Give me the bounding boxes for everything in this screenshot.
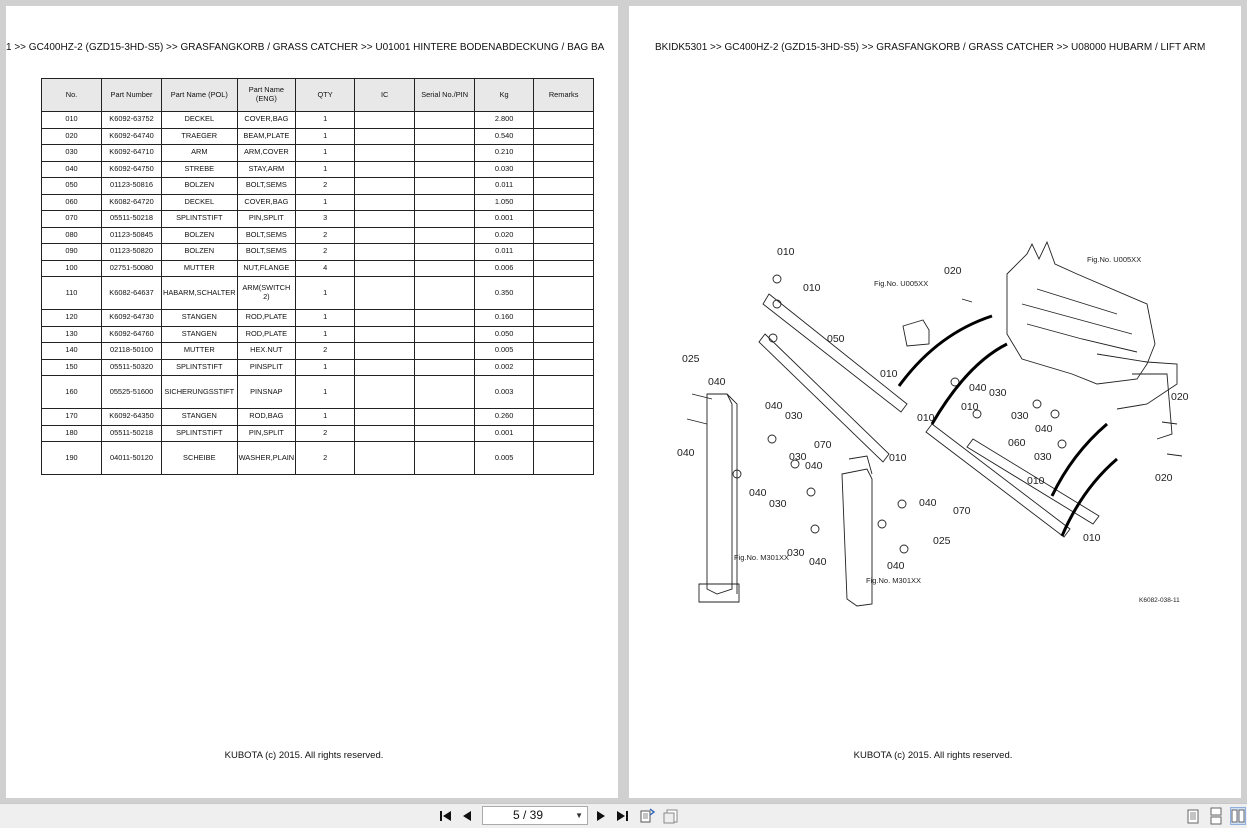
- table-cell-ic: [355, 359, 415, 376]
- table-cell-remarks: [534, 277, 594, 310]
- table-row: [42, 326, 594, 343]
- table-row: [42, 244, 594, 261]
- table-cell-remarks: [534, 326, 594, 343]
- table-cell-serial: [415, 244, 475, 261]
- figure-reference: Fig.No. U005XX: [1087, 255, 1142, 264]
- table-cell-remarks: [534, 145, 594, 162]
- table-cell-name-pol: MUTTER: [162, 260, 238, 277]
- diagram-callout: 020: [1171, 391, 1189, 403]
- table-cell-remarks: [534, 194, 594, 211]
- table-cell-name-eng: COVER,BAG: [237, 194, 296, 211]
- table-row: [42, 409, 594, 426]
- table-cell-qty: 2: [296, 425, 355, 442]
- diagram-callout: 025: [682, 353, 700, 365]
- table-cell-name-pol: STANGEN: [162, 310, 238, 327]
- table-cell-no: 070: [42, 211, 102, 228]
- diagram-callout: 040: [969, 382, 987, 394]
- table-cell-ic: [355, 211, 415, 228]
- parts-table: [41, 78, 594, 475]
- diagram-callout: 040: [805, 460, 823, 472]
- chevron-down-icon: ▼: [575, 811, 583, 820]
- table-cell-remarks: [534, 211, 594, 228]
- table-row: [42, 425, 594, 442]
- first-page-icon[interactable]: [438, 807, 454, 825]
- diagram-callout: 050: [827, 333, 845, 345]
- table-cell-qty: 2: [296, 244, 355, 261]
- table-row: [42, 310, 594, 327]
- table-cell-qty: 1: [296, 376, 355, 409]
- table-cell-serial: [415, 343, 475, 360]
- column-header: Part Name (ENG): [237, 79, 296, 112]
- diagram-callout: 010: [803, 282, 821, 294]
- table-cell-kg: 0.350: [475, 277, 534, 310]
- table-cell-part-number: K6092-64750: [102, 161, 162, 178]
- table-cell-serial: [415, 128, 475, 145]
- table-cell-part-number: 05525-51600: [102, 376, 162, 409]
- table-row: [42, 211, 594, 228]
- table-row: [42, 343, 594, 360]
- table-cell-name-eng: NUT,FLANGE: [237, 260, 296, 277]
- table-cell-no: 120: [42, 310, 102, 327]
- table-cell-qty: 2: [296, 343, 355, 360]
- table-cell-serial: [415, 326, 475, 343]
- diagram-callout: 040: [887, 560, 905, 572]
- table-cell-remarks: [534, 161, 594, 178]
- table-cell-qty: 3: [296, 211, 355, 228]
- diagram-callout: 070: [953, 505, 971, 517]
- diagram-callout: 040: [708, 376, 726, 388]
- table-cell-ic: [355, 145, 415, 162]
- table-cell-no: 100: [42, 260, 102, 277]
- diagram-callout: 010: [961, 401, 979, 413]
- table-cell-no: 010: [42, 112, 102, 129]
- table-cell-kg: 0.540: [475, 128, 534, 145]
- table-cell-part-number: K6092-64740: [102, 128, 162, 145]
- continuous-view-icon[interactable]: [1209, 807, 1223, 825]
- table-cell-part-number: 05511-50320: [102, 359, 162, 376]
- table-cell-name-pol: SICHERUNGSSTIFT: [162, 376, 238, 409]
- table-cell-no: 130: [42, 326, 102, 343]
- table-cell-no: 030: [42, 145, 102, 162]
- table-cell-name-eng: WASHER,PLAIN: [237, 442, 296, 475]
- table-cell-kg: 0.030: [475, 161, 534, 178]
- table-cell-no: 080: [42, 227, 102, 244]
- diagram-callout: 030: [989, 387, 1007, 399]
- column-header: Remarks: [534, 79, 594, 112]
- table-cell-serial: [415, 227, 475, 244]
- table-cell-remarks: [534, 343, 594, 360]
- table-header-row: [42, 79, 594, 112]
- table-cell-serial: [415, 211, 475, 228]
- table-cell-ic: [355, 161, 415, 178]
- table-cell-qty: 1: [296, 145, 355, 162]
- table-cell-name-eng: STAY,ARM: [237, 161, 296, 178]
- table-cell-remarks: [534, 409, 594, 426]
- table-cell-qty: 2: [296, 442, 355, 475]
- figure-reference: Fig.No. M301XX: [866, 576, 922, 585]
- diagram-callout: 010: [880, 368, 898, 380]
- diagram-callout: 010: [1027, 475, 1045, 487]
- table-cell-qty: 1: [296, 112, 355, 129]
- table-cell-part-number: 02751-50080: [102, 260, 162, 277]
- table-cell-part-number: 01123-50816: [102, 178, 162, 195]
- breadcrumb: BKIDK5301 >> GC400HZ-2 (GZD15-3HD-S5) >> GRASFANGKORB / GRASS CATCHER >> U08000 HUBARM / LIFT ARM: [655, 42, 1206, 53]
- table-cell-qty: 1: [296, 326, 355, 343]
- table-cell-part-number: 02118-50100: [102, 343, 162, 360]
- table-cell-part-number: K6092-63752: [102, 112, 162, 129]
- table-cell-kg: 0.260: [475, 409, 534, 426]
- table-cell-no: 160: [42, 376, 102, 409]
- table-cell-ic: [355, 326, 415, 343]
- table-cell-name-eng: ROD,BAG: [237, 409, 296, 426]
- table-cell-no: 170: [42, 409, 102, 426]
- table-cell-no: 110: [42, 277, 102, 310]
- table-row: [42, 376, 594, 409]
- table-cell-remarks: [534, 128, 594, 145]
- table-cell-kg: 0.011: [475, 244, 534, 261]
- diagram-callout: 010: [1083, 532, 1101, 544]
- table-row: [42, 161, 594, 178]
- column-header: Part Number: [102, 79, 162, 112]
- table-cell-no: 180: [42, 425, 102, 442]
- table-cell-remarks: [534, 359, 594, 376]
- table-cell-remarks: [534, 112, 594, 129]
- table-cell-name-pol: DECKEL: [162, 194, 238, 211]
- table-cell-name-pol: BOLZEN: [162, 227, 238, 244]
- table-cell-qty: 1: [296, 310, 355, 327]
- table-cell-part-number: K6082-64720: [102, 194, 162, 211]
- table-cell-serial: [415, 161, 475, 178]
- table-cell-name-pol: SPLINTSTIFT: [162, 359, 238, 376]
- page-indicator: 5 / 39: [512, 808, 544, 822]
- table-cell-kg: 0.210: [475, 145, 534, 162]
- table-cell-qty: 2: [296, 178, 355, 195]
- lift-arm-exploded-diagram: [677, 234, 1197, 614]
- diagram-callout: 020: [1155, 472, 1173, 484]
- table-cell-part-number: 05511-50218: [102, 211, 162, 228]
- table-cell-kg: 0.005: [475, 442, 534, 475]
- table-cell-name-eng: BEAM,PLATE: [237, 128, 296, 145]
- table-cell-ic: [355, 178, 415, 195]
- table-cell-name-eng: PIN,SPLIT: [237, 211, 296, 228]
- table-cell-ic: [355, 343, 415, 360]
- table-cell-ic: [355, 376, 415, 409]
- column-header: IC: [355, 79, 415, 112]
- table-cell-ic: [355, 277, 415, 310]
- table-cell-serial: [415, 178, 475, 195]
- table-cell-kg: 2.800: [475, 112, 534, 129]
- diagram-callout: 040: [749, 487, 767, 499]
- table-cell-remarks: [534, 310, 594, 327]
- table-cell-kg: 0.001: [475, 425, 534, 442]
- diagram-callout: 040: [809, 556, 827, 568]
- table-cell-kg: 1.050: [475, 194, 534, 211]
- table-cell-part-number: K6082-64637: [102, 277, 162, 310]
- table-cell-name-pol: STREBE: [162, 161, 238, 178]
- table-cell-ic: [355, 194, 415, 211]
- column-header: Serial No./PIN: [415, 79, 475, 112]
- two-page-view-icon[interactable]: [1230, 807, 1246, 825]
- table-cell-qty: 1: [296, 359, 355, 376]
- next-page-icon[interactable]: [594, 807, 608, 825]
- table-cell-name-pol: STANGEN: [162, 326, 238, 343]
- table-cell-ic: [355, 112, 415, 129]
- table-cell-no: 190: [42, 442, 102, 475]
- diagram-callout: 025: [933, 535, 951, 547]
- table-cell-serial: [415, 359, 475, 376]
- table-cell-no: 150: [42, 359, 102, 376]
- table-cell-name-pol: MUTTER: [162, 343, 238, 360]
- column-header: No.: [42, 79, 102, 112]
- table-cell-serial: [415, 145, 475, 162]
- table-row: [42, 145, 594, 162]
- copyright-footer: KUBOTA (c) 2015. All rights reserved.: [224, 750, 384, 761]
- table-cell-part-number: 04011-50120: [102, 442, 162, 475]
- table-cell-qty: 1: [296, 161, 355, 178]
- table-cell-name-eng: ROD,PLATE: [237, 326, 296, 343]
- rotate-pages-icon[interactable]: [638, 807, 656, 825]
- table-cell-no: 050: [42, 178, 102, 195]
- table-cell-kg: 0.020: [475, 227, 534, 244]
- figure-reference: Fig.No. U005XX: [874, 279, 929, 288]
- diagram-callout: 020: [944, 265, 962, 277]
- table-cell-ic: [355, 409, 415, 426]
- figure-reference: Fig.No. M301XX: [734, 553, 790, 562]
- table-cell-name-eng: PINSPLIT: [237, 359, 296, 376]
- diagram-callout: 030: [769, 498, 787, 510]
- table-cell-name-pol: DECKEL: [162, 112, 238, 129]
- table-cell-name-pol: SCHEIBE: [162, 442, 238, 475]
- column-header: Kg: [475, 79, 534, 112]
- table-cell-name-pol: TRAEGER: [162, 128, 238, 145]
- table-cell-serial: [415, 376, 475, 409]
- table-cell-remarks: [534, 376, 594, 409]
- table-cell-name-pol: BOLZEN: [162, 244, 238, 261]
- table-cell-kg: 0.005: [475, 343, 534, 360]
- diagram-callout: 030: [1034, 451, 1052, 463]
- table-cell-ic: [355, 260, 415, 277]
- table-cell-serial: [415, 442, 475, 475]
- diagram-callout: 060: [1008, 437, 1026, 449]
- figure-code: K6082-038-11: [1139, 597, 1180, 604]
- table-cell-serial: [415, 425, 475, 442]
- table-cell-qty: 1: [296, 409, 355, 426]
- table-cell-serial: [415, 310, 475, 327]
- table-cell-qty: 2: [296, 227, 355, 244]
- table-cell-remarks: [534, 442, 594, 475]
- table-cell-no: 140: [42, 343, 102, 360]
- table-cell-name-eng: COVER,BAG: [237, 112, 296, 129]
- table-cell-no: 090: [42, 244, 102, 261]
- table-cell-ic: [355, 310, 415, 327]
- document-page-right: [629, 6, 1241, 798]
- table-cell-name-pol: HABARM,SCHALTER: [162, 277, 238, 310]
- diagram-callout: 040: [677, 447, 695, 459]
- table-cell-name-eng: ROD,PLATE: [237, 310, 296, 327]
- last-page-icon[interactable]: [614, 807, 630, 825]
- table-cell-part-number: K6092-64730: [102, 310, 162, 327]
- diagram-callout: 040: [919, 497, 937, 509]
- previous-page-icon[interactable]: [460, 807, 474, 825]
- table-row: [42, 359, 594, 376]
- table-cell-part-number: K6092-64350: [102, 409, 162, 426]
- table-row: [42, 227, 594, 244]
- table-cell-name-pol: SPLINTSTIFT: [162, 425, 238, 442]
- column-header: Part Name (POL): [162, 79, 238, 112]
- table-cell-name-eng: BOLT,SEMS: [237, 178, 296, 195]
- table-cell-name-pol: STANGEN: [162, 409, 238, 426]
- table-cell-remarks: [534, 227, 594, 244]
- table-cell-serial: [415, 409, 475, 426]
- table-cell-ic: [355, 425, 415, 442]
- table-cell-qty: 1: [296, 194, 355, 211]
- table-cell-kg: 0.011: [475, 178, 534, 195]
- table-cell-part-number: K6092-64760: [102, 326, 162, 343]
- table-cell-serial: [415, 112, 475, 129]
- table-cell-remarks: [534, 178, 594, 195]
- table-cell-name-eng: BOLT,SEMS: [237, 244, 296, 261]
- viewer-toolbar: [0, 803, 1247, 828]
- breadcrumb: 1 >> GC400HZ-2 (GZD15-3HD-S5) >> GRASFANGKORB / GRASS CATCHER >> U01001 HINTERE BODENABDECKUNG / BAG BA: [6, 42, 605, 53]
- table-cell-name-pol: SPLINTSTIFT: [162, 211, 238, 228]
- table-cell-kg: 0.050: [475, 326, 534, 343]
- table-cell-remarks: [534, 244, 594, 261]
- diagram-callout: 030: [1011, 410, 1029, 422]
- table-cell-kg: 0.002: [475, 359, 534, 376]
- column-header: QTY: [296, 79, 355, 112]
- table-cell-qty: 1: [296, 128, 355, 145]
- table-cell-name-eng: PINSNAP: [237, 376, 296, 409]
- table-cell-part-number: 01123-50845: [102, 227, 162, 244]
- table-row: [42, 178, 594, 195]
- diagram-callout: 030: [785, 410, 803, 422]
- table-cell-no: 020: [42, 128, 102, 145]
- table-cell-ic: [355, 244, 415, 261]
- table-cell-qty: 4: [296, 260, 355, 277]
- table-row: [42, 260, 594, 277]
- diagram-callout: 010: [777, 246, 795, 258]
- table-cell-remarks: [534, 260, 594, 277]
- table-cell-no: 060: [42, 194, 102, 211]
- table-cell-ic: [355, 442, 415, 475]
- page-number-select[interactable]: [482, 806, 588, 825]
- page-thumbnail-icon[interactable]: [662, 807, 680, 825]
- table-row: [42, 112, 594, 129]
- table-cell-qty: 1: [296, 277, 355, 310]
- diagram-callout: 010: [889, 452, 907, 464]
- table-cell-name-eng: HEX.NUT: [237, 343, 296, 360]
- document-page-left: [6, 6, 618, 798]
- table-cell-kg: 0.003: [475, 376, 534, 409]
- table-cell-no: 040: [42, 161, 102, 178]
- table-cell-serial: [415, 194, 475, 211]
- table-cell-ic: [355, 227, 415, 244]
- table-cell-serial: [415, 277, 475, 310]
- table-cell-kg: 0.001: [475, 211, 534, 228]
- table-cell-remarks: [534, 425, 594, 442]
- table-row: [42, 277, 594, 310]
- single-page-view-icon[interactable]: [1186, 807, 1200, 825]
- table-row: [42, 128, 594, 145]
- table-cell-name-eng: ARM,COVER: [237, 145, 296, 162]
- diagram-callout: 030: [789, 451, 807, 463]
- table-row: [42, 194, 594, 211]
- table-cell-name-eng: ARM(SWITCH 2): [237, 277, 296, 310]
- diagram-callout: 040: [1035, 423, 1053, 435]
- table-cell-ic: [355, 128, 415, 145]
- table-cell-part-number: 01123-50820: [102, 244, 162, 261]
- diagram-callout: 070: [814, 439, 832, 451]
- table-row: [42, 442, 594, 475]
- table-cell-kg: 0.006: [475, 260, 534, 277]
- table-cell-name-pol: BOLZEN: [162, 178, 238, 195]
- diagram-callout: 040: [765, 400, 783, 412]
- table-cell-name-eng: BOLT,SEMS: [237, 227, 296, 244]
- copyright-footer: KUBOTA (c) 2015. All rights reserved.: [853, 750, 1013, 761]
- diagram-callout: 030: [787, 547, 805, 559]
- table-cell-name-pol: ARM: [162, 145, 238, 162]
- diagram-callout: 010: [917, 412, 935, 424]
- table-cell-kg: 0.160: [475, 310, 534, 327]
- table-cell-part-number: 05511-50218: [102, 425, 162, 442]
- table-cell-name-eng: PIN,SPLIT: [237, 425, 296, 442]
- table-cell-part-number: K6092-64710: [102, 145, 162, 162]
- table-cell-serial: [415, 260, 475, 277]
